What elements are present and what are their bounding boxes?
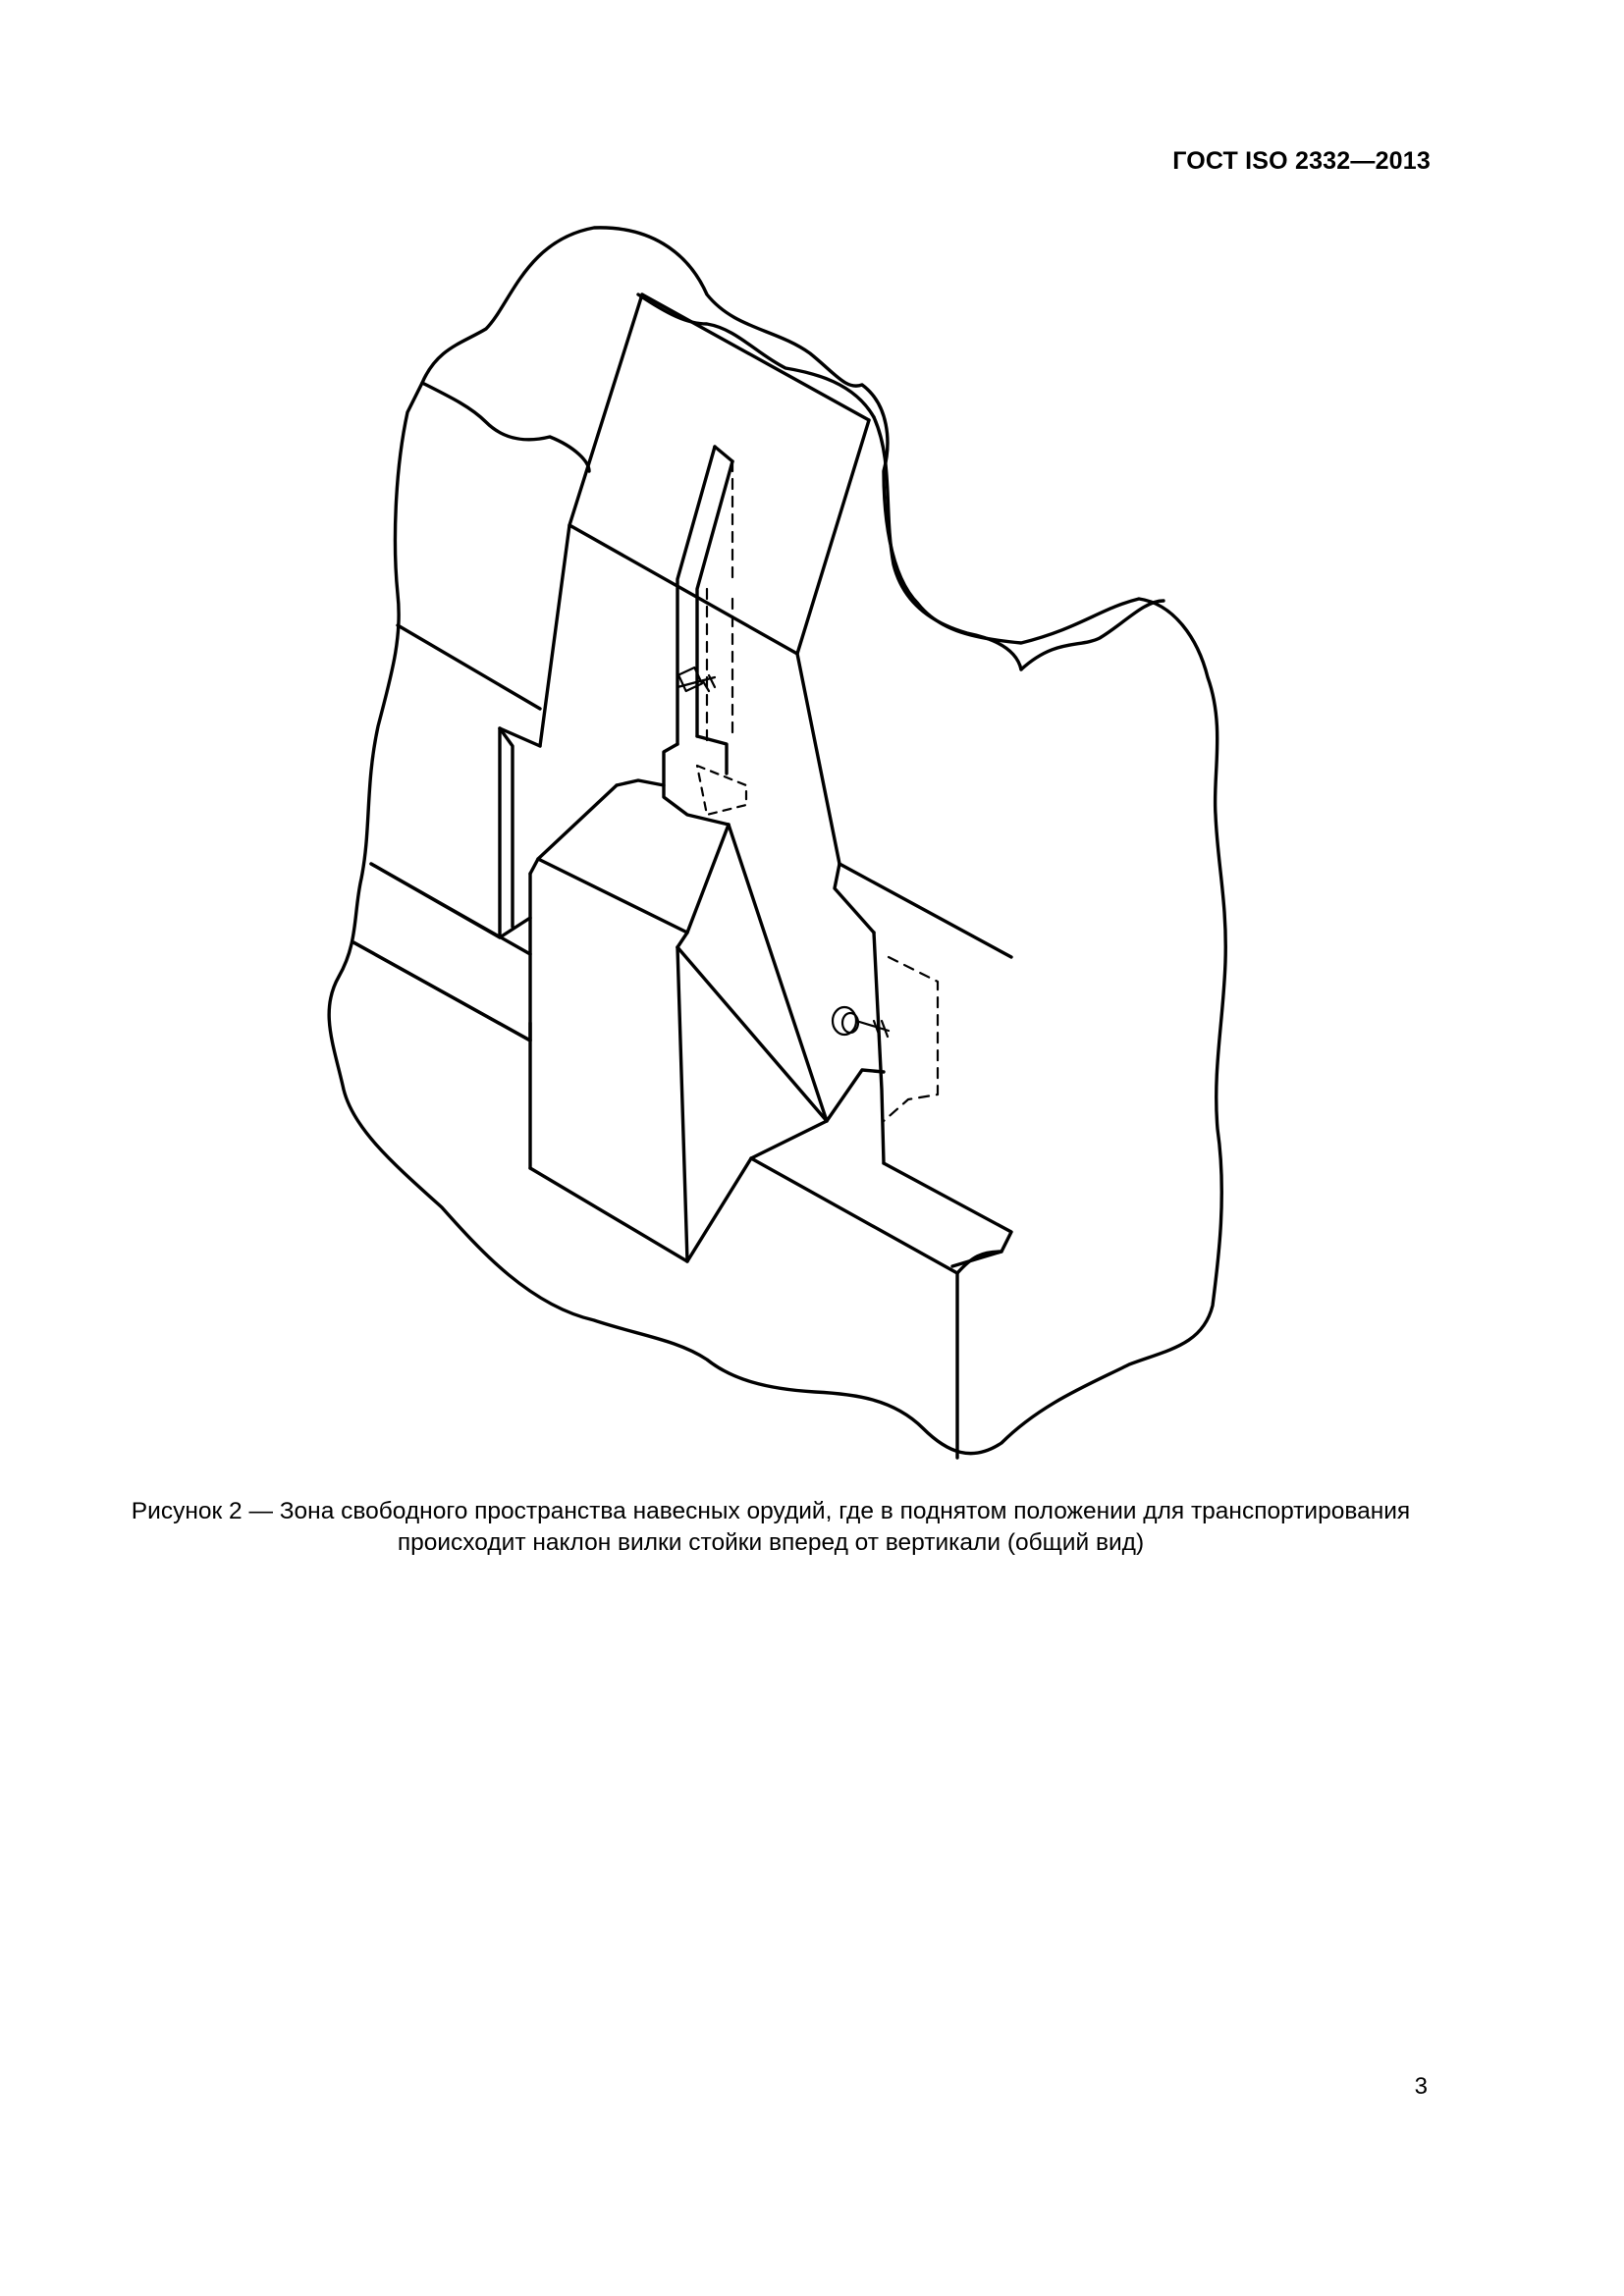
page-number: 3 xyxy=(1414,2073,1428,2100)
document-code: ГОСТ ISO 2332—2013 xyxy=(1172,147,1431,175)
right-slab-bottom-front xyxy=(751,1158,957,1273)
upright-top-edge xyxy=(642,294,869,420)
figure-2-drawing xyxy=(295,216,1257,1472)
right-hidden-line xyxy=(884,957,938,1121)
carriage-top-notch xyxy=(617,780,729,825)
upright-inner-edge xyxy=(569,525,797,654)
left-slab-upper-edge xyxy=(398,625,540,709)
figure-caption-line-1: Рисунок 2 — Зона свободного пространства навесных орудий, где в поднятом положении для транспортирования xyxy=(131,1498,1411,1524)
left-slab-bottom-edge-link xyxy=(500,918,530,937)
left-slab-lower-edge xyxy=(371,728,500,937)
upright-front-face xyxy=(540,294,642,746)
fork-base-step xyxy=(664,744,677,785)
right-far-break xyxy=(1021,601,1164,669)
carriage-tine-top xyxy=(729,825,827,1121)
carriage-chamfer xyxy=(677,825,729,947)
right-slab-upper-edge xyxy=(839,864,1011,957)
figure-caption xyxy=(108,1496,1434,1559)
fork-outer-top xyxy=(715,447,732,461)
carriage-top-left xyxy=(530,859,538,874)
carriage-bottom xyxy=(530,1168,687,1261)
carriage-side-top xyxy=(677,947,827,1121)
carriage-top-edge xyxy=(538,785,687,933)
left-slab-top-break xyxy=(422,383,589,471)
fork-hidden-box xyxy=(697,766,746,815)
left-slab-notch-inner xyxy=(500,728,513,927)
right-side-break xyxy=(874,417,1021,669)
right-slab-inner xyxy=(874,933,884,1163)
right-slab-lower xyxy=(751,1070,884,1158)
clearance-zone-isometric-drawing xyxy=(295,216,1257,1472)
zone-outline xyxy=(329,228,1225,1454)
left-lower-slab-top xyxy=(371,864,530,954)
figure-caption-line-2: происходит наклон вилки стойки вперед от вертикали (общий вид) xyxy=(397,1529,1145,1556)
carriage-bottom-step xyxy=(687,1158,751,1261)
right-slab-step xyxy=(835,864,874,933)
upright-right-edge xyxy=(797,420,869,864)
left-lower-slab-edge xyxy=(353,942,530,1041)
carriage-front-right xyxy=(677,947,687,1261)
